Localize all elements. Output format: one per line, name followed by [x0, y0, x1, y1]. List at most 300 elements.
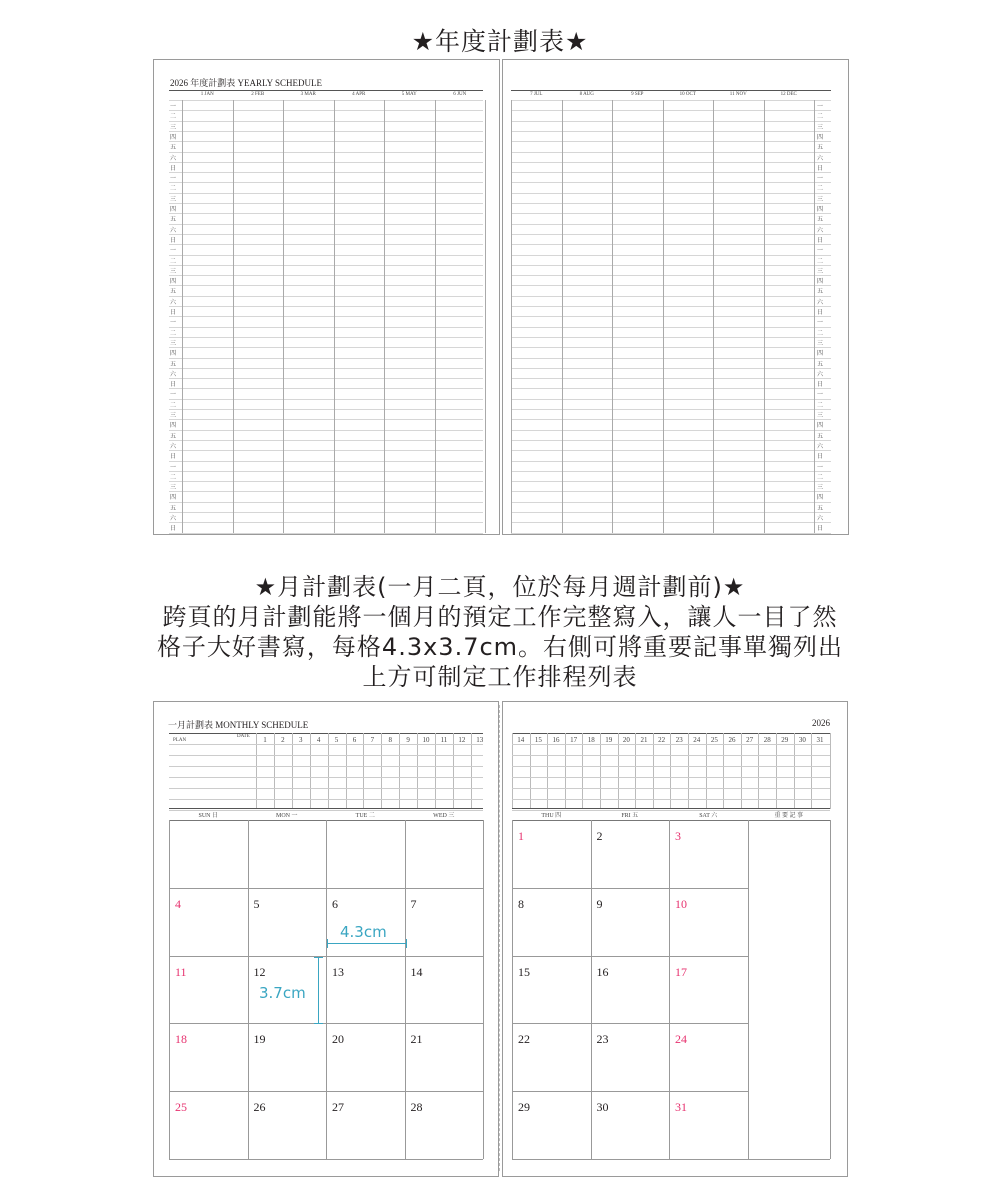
yearly-row-line [511, 316, 831, 317]
yearly-row-line [511, 131, 831, 132]
yearly-row-line [511, 203, 831, 204]
page-spine [499, 705, 500, 1171]
yearly-row-line [169, 388, 483, 389]
yearly-row-line [511, 285, 831, 286]
day-header: SUN 日 [198, 813, 218, 819]
yearly-row-line [511, 327, 831, 328]
date-header-cell: 7 [370, 736, 375, 744]
plan-row-line [169, 788, 483, 789]
yearly-month-label: 11 NOV [729, 92, 747, 97]
plan-row-line [169, 744, 483, 745]
date-header-cell: 29 [781, 736, 789, 744]
yearly-row-line [511, 296, 831, 297]
height-dimension-label: 3.7cm [259, 984, 306, 1002]
calendar-row-line [169, 1159, 483, 1160]
monthly-heading: 一月計劃表 MONTHLY SCHEDULE [168, 720, 309, 730]
yearly-row-line [511, 224, 831, 225]
height-dimension-tick-top [314, 957, 323, 958]
calendar-day-number: 18 [175, 1032, 187, 1047]
yearly-weekday-label: 二 [817, 186, 824, 193]
date-header-cell: 18 [587, 736, 595, 744]
date-header-cell: 12 [458, 736, 466, 744]
date-header-cell: 31 [816, 736, 824, 744]
yearly-col-line [435, 100, 436, 533]
calendar-col-line [669, 820, 670, 1159]
date-header-cell: 28 [763, 736, 771, 744]
yearly-col-line [384, 100, 385, 533]
calendar-day-number: 1 [518, 829, 524, 843]
yearly-col-line [663, 100, 664, 533]
yearly-row-line [511, 502, 831, 503]
date-header-cell: 1 [263, 736, 267, 744]
yearly-weekday-label: 日 [170, 165, 177, 172]
yearly-row-line [511, 461, 831, 462]
calendar-day-number: 23 [596, 1032, 609, 1047]
date-header-cell: 14 [517, 736, 525, 744]
yearly-weekday-label: 日 [170, 454, 177, 461]
width-dimension-tick-right [406, 939, 407, 948]
yearly-weekday-label: 四 [170, 134, 177, 141]
yearly-row-line [511, 100, 831, 101]
yearly-row-line [511, 522, 831, 523]
yearly-weekday-label: 五 [170, 289, 177, 296]
yearly-row-line [169, 502, 483, 503]
calendar-top-line [512, 808, 830, 809]
yearly-row-line [511, 141, 831, 142]
yearly-row-line [511, 306, 831, 307]
calendar-day-number: 20 [332, 1032, 344, 1047]
yearly-row-line [511, 337, 831, 338]
calendar-col-line [405, 820, 406, 1159]
yearly-weekday-label: 一 [170, 176, 177, 183]
calendar-col-line [748, 820, 749, 1159]
yearly-weekday-label: 二 [170, 474, 177, 481]
calendar-day-number: 9 [596, 896, 603, 911]
plan-row-line [169, 777, 483, 778]
date-header-cell: 10 [422, 736, 430, 744]
yearly-weekday-label: 四 [817, 279, 824, 286]
yearly-row-line [511, 121, 831, 122]
yearly-row-line [169, 450, 483, 451]
date-header-cell: 22 [658, 736, 666, 744]
calendar-day-number: 25 [175, 1100, 187, 1115]
yearly-weekday-label: 五 [817, 217, 824, 224]
yearly-weekday-label: 日 [817, 526, 824, 533]
yearly-weekday-label: 四 [817, 207, 824, 213]
yearly-page-right [502, 59, 849, 535]
calendar-top-line [169, 808, 483, 809]
yearly-weekday-label: 二 [817, 474, 824, 481]
yearly-row-line [169, 347, 483, 348]
yearly-row-line [511, 430, 831, 431]
yearly-weekday-label: 六 [817, 516, 824, 522]
day-header: SAT 六 [699, 813, 718, 819]
yearly-page-left [153, 59, 500, 535]
yearly-weekday-label: 六 [170, 371, 177, 378]
yearly-weekday-label: 五 [170, 145, 177, 152]
yearly-row-line [511, 450, 831, 451]
yearly-weekday-label: 一 [817, 392, 824, 399]
day-header: MON 一 [275, 813, 298, 819]
yearly-row-line [511, 347, 831, 348]
calendar-row-line [169, 956, 483, 957]
calendar-day-number: 11 [175, 964, 187, 979]
yearly-col-line [233, 100, 234, 533]
yearly-col-line [283, 100, 284, 533]
yearly-weekday-label: 一 [817, 104, 824, 110]
yearly-col-line [485, 100, 486, 533]
yearly-row-line [511, 471, 831, 472]
yearly-weekday-label: 二 [170, 186, 177, 193]
yearly-row-line [169, 533, 483, 534]
yearly-weekday-label: 五 [170, 505, 177, 512]
calendar-row-line [169, 888, 483, 889]
yearly-weekday-label: 日 [170, 382, 177, 389]
yearly-row-line [511, 244, 831, 245]
plan-row-line [512, 788, 830, 789]
yearly-weekday-label: 四 [817, 351, 824, 358]
yearly-weekday-label: 四 [817, 423, 824, 430]
yearly-row-line [511, 368, 831, 369]
yearly-row-line [169, 141, 483, 142]
yearly-row-line [511, 265, 831, 266]
yearly-weekday-label: 四 [170, 423, 177, 430]
yearly-row-line [511, 358, 831, 359]
plan-label: PLAN [173, 738, 187, 743]
date-header-cell: 19 [605, 736, 613, 744]
calendar-day-number: 28 [410, 1100, 423, 1115]
plan-row-line [512, 777, 830, 778]
calendar-day-number: 4 [175, 896, 181, 911]
yearly-row-line [511, 388, 831, 389]
yearly-month-label: 4 APR [352, 92, 366, 97]
yearly-row-line [169, 419, 483, 420]
monthly-page-left [153, 701, 499, 1177]
yearly-weekday-label: 日 [817, 382, 824, 389]
monthly-section-title: ★月計劃表(一月二頁，位於每月週計劃前)★ [254, 573, 746, 601]
yearly-weekday-label: 三 [170, 124, 177, 131]
yearly-weekday-label: 一 [170, 248, 177, 255]
width-dimension-label: 4.3cm [340, 923, 387, 941]
plan-row-line [169, 755, 483, 756]
yearly-row-line [169, 399, 483, 400]
date-header-cell: 4 [316, 736, 321, 744]
plan-row-line [512, 755, 830, 756]
yearly-row-line [169, 244, 483, 245]
calendar-day-number: 15 [518, 964, 530, 979]
calendar-day-number: 26 [253, 1100, 266, 1115]
yearly-weekday-label: 六 [817, 155, 824, 162]
yearly-row-line [511, 255, 831, 256]
yearly-col-line [764, 100, 765, 533]
yearly-weekday-label: 六 [170, 299, 177, 306]
yearly-weekday-label: 五 [170, 361, 177, 368]
yearly-weekday-label: 五 [817, 433, 824, 440]
yearly-row-line [169, 296, 483, 297]
plan-col-line [830, 733, 831, 809]
yearly-weekday-label: 三 [170, 485, 177, 492]
yearly-weekday-label: 日 [170, 237, 177, 244]
yearly-row-line [169, 203, 483, 204]
yearly-row-line [511, 152, 831, 153]
yearly-col-line [182, 100, 183, 533]
yearly-weekday-label: 一 [170, 104, 177, 110]
date-header-cell: 13 [476, 736, 484, 744]
calendar-col-line [512, 820, 513, 1159]
date-header-cell: 30 [798, 736, 806, 744]
yearly-row-line [511, 193, 831, 194]
yearly-row-line [169, 213, 483, 214]
calendar-day-number: 5 [253, 896, 260, 911]
calendar-day-number: 2 [596, 829, 603, 843]
calendar-day-number: 7 [410, 896, 417, 911]
date-header-cell: 24 [693, 736, 701, 744]
date-header-cell: 11 [440, 736, 448, 744]
yearly-row-line [511, 162, 831, 163]
monthly-year: 2026 [812, 718, 830, 728]
calendar-col-line [591, 820, 592, 1159]
yearly-row-line [169, 430, 483, 431]
yearly-section-title: ★年度計劃表★ [411, 27, 589, 56]
yearly-month-label: 12 DEC [780, 92, 797, 97]
calendar-day-number: 21 [410, 1032, 423, 1047]
yearly-weekday-label: 二 [817, 114, 824, 121]
date-header-cell: 17 [570, 736, 578, 744]
yearly-row-line [169, 285, 483, 286]
plan-row-line [512, 766, 830, 767]
height-dimension-tick-bottom [314, 1023, 323, 1024]
calendar-day-number: 31 [675, 1100, 687, 1115]
yearly-row-line [169, 182, 483, 183]
date-header-cell: 16 [552, 736, 560, 744]
date-header-cell: 27 [746, 736, 754, 744]
yearly-row-line [511, 110, 831, 111]
yearly-row-line [169, 255, 483, 256]
yearly-heading: 2026 年度計劃表 YEARLY SCHEDULE [170, 78, 323, 88]
yearly-weekday-label: 六 [170, 155, 177, 162]
plan-row-line [169, 799, 483, 800]
yearly-row-line [511, 399, 831, 400]
date-header-cell: 9 [406, 736, 410, 744]
yearly-weekday-label: 五 [170, 217, 177, 224]
yearly-weekday-label: 四 [817, 134, 824, 141]
calendar-row-line [512, 888, 748, 889]
yearly-weekday-label: 四 [170, 351, 177, 358]
calendar-row-line [169, 1023, 483, 1024]
yearly-weekday-label: 一 [170, 320, 177, 327]
yearly-row-line [169, 172, 483, 173]
yearly-weekday-label: 三 [170, 196, 177, 203]
yearly-row-line [169, 131, 483, 132]
yearly-month-label: 8 AUG [579, 92, 594, 97]
yearly-row-line [169, 337, 483, 338]
yearly-weekday-label: 二 [170, 330, 177, 337]
plan-row-line [169, 766, 483, 767]
calendar-col-line [169, 820, 170, 1159]
yearly-month-label: 1 JAN [200, 92, 214, 97]
yearly-month-label: 2 FEB [251, 92, 265, 97]
date-header-cell: 20 [622, 736, 630, 744]
yearly-weekday-label: 三 [170, 413, 177, 419]
calendar-bottom-line [512, 1159, 830, 1160]
yearly-row-line [169, 121, 483, 122]
calendar-day-number: 16 [596, 964, 609, 979]
date-header-cell: 5 [334, 736, 339, 744]
yearly-weekday-label: 三 [817, 340, 824, 347]
yearly-row-line [169, 162, 483, 163]
yearly-col-line [511, 100, 512, 533]
yearly-header-line [169, 90, 483, 91]
yearly-weekday-label: 二 [817, 258, 824, 265]
yearly-row-line [511, 275, 831, 276]
important-notes-header: 重 要 記 事 [774, 813, 803, 819]
yearly-month-label: 10 OCT [679, 92, 696, 97]
yearly-weekday-label: 四 [170, 279, 177, 286]
yearly-row-line [169, 265, 483, 266]
yearly-weekday-label: 四 [817, 495, 824, 502]
yearly-row-line [511, 182, 831, 183]
yearly-row-line [169, 100, 483, 101]
calendar-day-number: 24 [675, 1032, 687, 1047]
yearly-weekday-label: 六 [817, 371, 824, 378]
day-header: WED 三 [433, 813, 455, 819]
yearly-weekday-label: 一 [170, 464, 177, 471]
yearly-weekday-label: 日 [170, 310, 177, 316]
yearly-weekday-label: 日 [817, 165, 824, 172]
date-header-cell: 23 [675, 736, 683, 744]
plan-row-line [512, 799, 830, 800]
yearly-month-label: 6 JUN [453, 92, 467, 97]
yearly-weekday-label: 四 [170, 495, 177, 502]
calendar-day-number: 17 [675, 964, 687, 979]
date-header-cell: 6 [352, 736, 357, 744]
yearly-row-line [511, 440, 831, 441]
yearly-col-line [612, 100, 613, 533]
yearly-row-line [169, 378, 483, 379]
yearly-header-line [511, 90, 831, 91]
yearly-weekday-label: 六 [817, 443, 824, 450]
yearly-weekday-label: 日 [817, 310, 824, 316]
yearly-month-label: 9 SEP [631, 92, 644, 97]
yearly-weekday-label: 三 [817, 124, 824, 131]
date-header-cell: 26 [728, 736, 736, 744]
calendar-day-number: 22 [518, 1032, 530, 1047]
yearly-weekday-label: 一 [817, 248, 824, 255]
calendar-day-number: 30 [596, 1100, 609, 1115]
calendar-col-line [483, 820, 484, 1159]
calendar-day-number: 3 [675, 829, 681, 843]
yearly-weekday-label: 二 [817, 402, 824, 409]
yearly-weekday-label: 六 [817, 227, 824, 234]
yearly-row-line [169, 306, 483, 307]
yearly-row-line [169, 224, 483, 225]
yearly-row-line [169, 512, 483, 513]
yearly-row-line [169, 491, 483, 492]
calendar-day-number: 27 [332, 1100, 344, 1115]
yearly-row-line [169, 275, 483, 276]
yearly-row-line [511, 172, 831, 173]
date-header-cell: 21 [640, 736, 648, 744]
monthly-page-right [502, 701, 848, 1177]
day-header: FRI 五 [621, 813, 639, 819]
yearly-row-line [169, 327, 483, 328]
calendar-day-number: 10 [675, 896, 687, 911]
day-header: THU 四 [541, 813, 562, 819]
yearly-row-line [511, 419, 831, 420]
yearly-month-label: 5 MAY [401, 92, 417, 97]
width-dimension-line [327, 943, 407, 944]
yearly-weekday-label: 二 [170, 402, 177, 409]
calendar-row-line [512, 956, 748, 957]
yearly-row-line [169, 234, 483, 235]
yearly-weekday-label: 三 [170, 340, 177, 347]
yearly-row-line [511, 234, 831, 235]
monthly-description-line-2: 格子大好書寫，每格4.3x3.7cm。右側可將重要記事單獨列出 [156, 633, 844, 661]
yearly-row-line [511, 409, 831, 410]
yearly-weekday-label: 三 [817, 413, 824, 419]
yearly-weekday-label: 五 [817, 289, 824, 296]
monthly-description-line-1: 跨頁的月計劃能將一個月的預定工作完整寫入，讓人一目了然 [162, 603, 838, 631]
yearly-row-line [511, 481, 831, 482]
yearly-weekday-label: 六 [170, 516, 177, 522]
calendar-row-line [169, 1091, 483, 1092]
yearly-row-line [511, 491, 831, 492]
yearly-weekday-label: 五 [817, 145, 824, 152]
yearly-weekday-label: 二 [170, 114, 177, 121]
monthly-description-line-3: 上方可制定工作排程列表 [362, 663, 638, 691]
yearly-weekday-label: 五 [817, 505, 824, 512]
yearly-col-line [334, 100, 335, 533]
height-dimension-line [318, 957, 319, 1024]
yearly-weekday-label: 一 [817, 320, 824, 327]
calendar-day-number: 12 [253, 964, 266, 979]
yearly-weekday-label: 六 [170, 443, 177, 450]
yearly-row-line [169, 358, 483, 359]
calendar-row-line [512, 1091, 748, 1092]
yearly-weekday-label: 二 [170, 258, 177, 265]
yearly-weekday-label: 二 [817, 330, 824, 337]
date-label: DATE [237, 734, 250, 739]
yearly-weekday-label: 三 [817, 196, 824, 203]
calendar-col-line [830, 820, 831, 1159]
yearly-weekday-label: 三 [817, 485, 824, 492]
yearly-weekday-label: 日 [817, 237, 824, 244]
calendar-col-line [326, 820, 327, 1159]
date-header-cell: 15 [534, 736, 542, 744]
calendar-row-line [512, 1023, 748, 1024]
calendar-day-number: 29 [518, 1100, 530, 1115]
yearly-row-line [169, 316, 483, 317]
yearly-weekday-label: 日 [817, 454, 824, 461]
yearly-row-line [169, 193, 483, 194]
yearly-weekday-label: 四 [170, 207, 177, 213]
yearly-row-line [511, 512, 831, 513]
day-header-line [512, 820, 830, 821]
width-dimension-tick-left [327, 939, 328, 948]
plan-row-line [512, 744, 830, 745]
yearly-row-line [169, 522, 483, 523]
calendar-day-number: 14 [410, 964, 423, 979]
yearly-row-line [169, 110, 483, 111]
yearly-col-line [814, 100, 815, 533]
yearly-col-line [713, 100, 714, 533]
yearly-row-line [169, 368, 483, 369]
yearly-row-line [169, 471, 483, 472]
calendar-day-number: 13 [332, 964, 344, 979]
yearly-row-line [511, 533, 831, 534]
calendar-col-line [248, 820, 249, 1159]
yearly-weekday-label: 一 [170, 392, 177, 399]
